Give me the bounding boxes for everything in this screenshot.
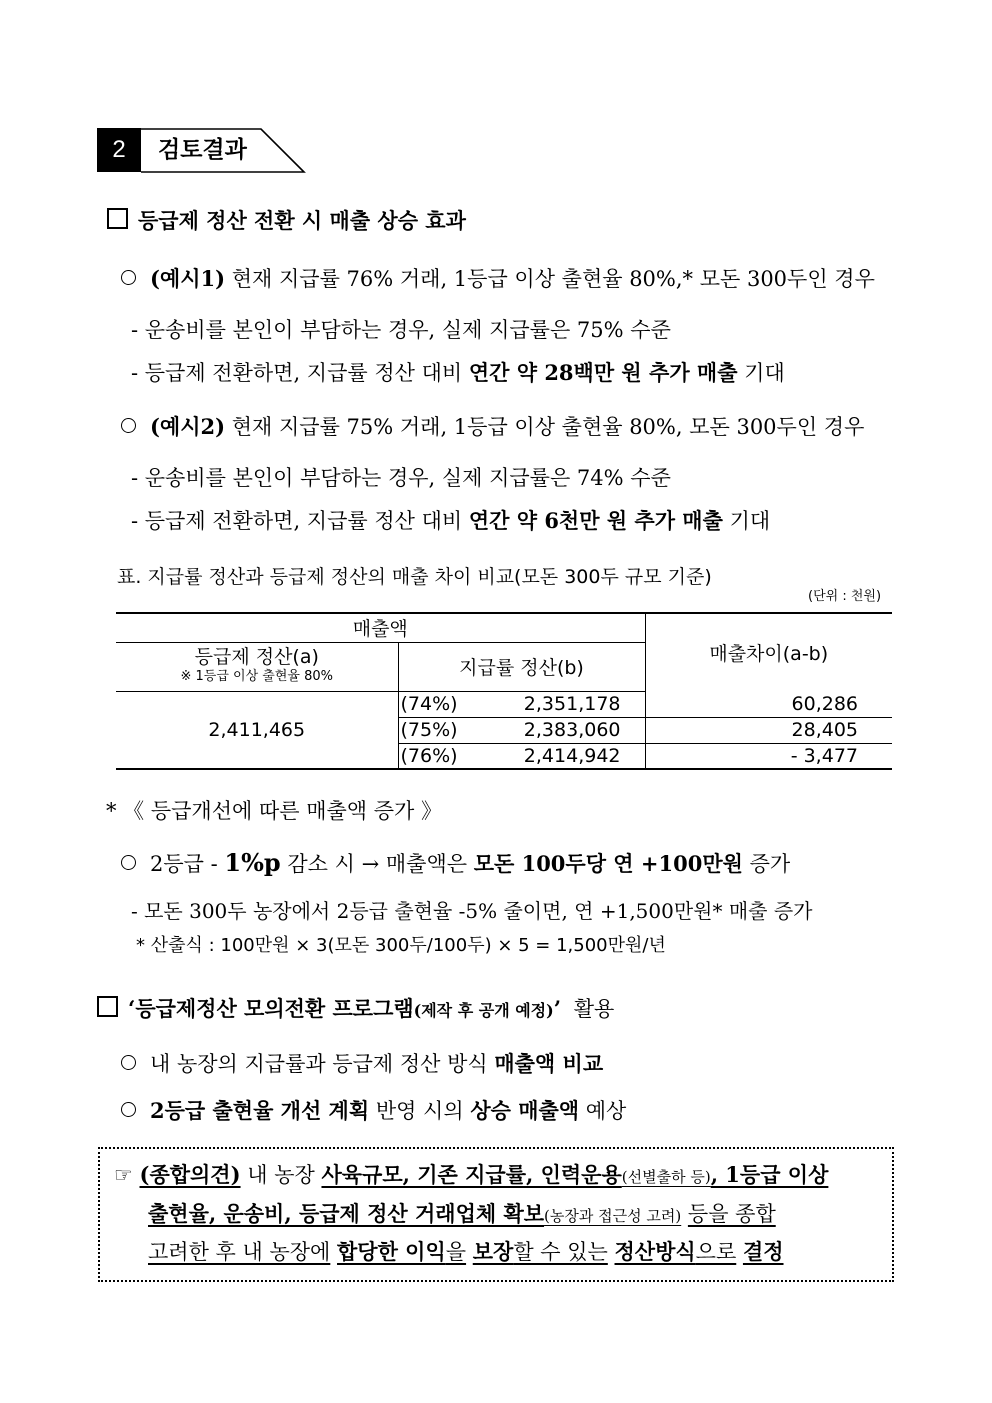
s2-bullet2-post: 예상 — [585, 1099, 627, 1123]
s2-bullet1 — [121, 1049, 603, 1079]
table-caption: 표. 지급률 정산과 등급제 정산의 매출 차이 비교(모돈 300두 규모 기준) — [117, 566, 712, 588]
section-number: 2 — [97, 128, 141, 172]
opinion-l3-text3: 할 수 있는 — [513, 1240, 608, 1264]
s2-quote-close: ’ — [553, 996, 562, 1021]
opinion-l3-text1: 고려한 후 내 농장에 — [148, 1240, 331, 1264]
grade-value-cell: 2,411,465 — [116, 691, 398, 769]
table-row-diff: 28,405 — [645, 717, 892, 743]
s2-heading-post: 활용 — [573, 997, 615, 1021]
example1-detail2 — [131, 358, 785, 388]
s2-bullet2-bold2: 상승 매출액 — [470, 1098, 580, 1123]
example1-label: (예시1) — [150, 266, 226, 291]
section-title: 검토결과 — [158, 137, 247, 163]
opinion-l1-bold2: , 1등급 이상 — [710, 1162, 829, 1187]
s2-bullet2-mid: 반영 시의 — [375, 1099, 464, 1123]
opinion-line2 — [148, 1199, 776, 1231]
table-row-value: 2,414,942 — [510, 743, 645, 769]
s2-bullet2 — [121, 1096, 626, 1126]
s2-bullet1-bold: 매출액 비교 — [494, 1051, 604, 1076]
opinion-l2-text: 등을 종합 — [687, 1202, 776, 1226]
sales-comparison-table — [116, 612, 892, 770]
header-diff: 매출차이(a-b) — [645, 613, 892, 691]
note-bullet-bold1: 1%p — [224, 848, 281, 877]
note-bullet-post: 증가 — [749, 852, 791, 876]
opinion-label: (종합의견) — [139, 1162, 241, 1187]
example2-detail1: - 운송비를 본인이 부담하는 경우, 실제 지급률은 74% 수준 — [131, 466, 671, 490]
s2-heading-small: (제작 후 공개 예정) — [413, 1001, 554, 1020]
opinion-l1-small: (선별출하 등) — [621, 1168, 711, 1186]
circle-bullet-icon — [121, 855, 136, 870]
circle-bullet-icon — [121, 418, 136, 433]
opinion-l2-small: (농장과 접근성 고려) — [544, 1207, 682, 1225]
opinion-l1-bold1: 사육규모, 기존 지급률, 인력운용 — [321, 1162, 622, 1187]
s2-bullet2-bold1: 2등급 출현율 개선 계획 — [150, 1098, 370, 1123]
table-row-pct: (75%) — [398, 717, 510, 743]
header-sales: 매출액 — [116, 613, 645, 642]
circle-bullet-icon — [121, 270, 136, 285]
example2-detail2 — [131, 506, 770, 536]
opinion-line3 — [148, 1237, 784, 1267]
s1-heading-text: 등급제 정산 전환 시 매출 상승 효과 — [138, 208, 466, 233]
note-bullet-bold2: 모돈 100두당 연 +100만원 — [473, 851, 743, 876]
table-row-diff: - 3,477 — [645, 743, 892, 769]
header-rate: 지급률 정산(b) — [398, 642, 645, 691]
square-bullet-icon — [107, 208, 128, 229]
pointing-hand-icon: ☞ — [114, 1163, 133, 1187]
opinion-l2-bold: 출현율, 운송비, 등급제 정산 거래업체 확보 — [148, 1201, 545, 1226]
opinion-l3-text2: 을 — [445, 1240, 467, 1264]
s2-bullet1-pre: 내 농장의 지급률과 등급제 정산 방식 — [150, 1052, 488, 1076]
example1-detail2-pre: - 등급제 전환하면, 지급률 정산 대비 — [131, 361, 463, 385]
square-bullet-icon — [97, 996, 118, 1017]
example1-detail2-bold: 연간 약 28백만 원 추가 매출 — [468, 360, 738, 385]
opinion-line1 — [114, 1160, 828, 1192]
example2-detail2-pre: - 등급제 전환하면, 지급률 정산 대비 — [131, 509, 463, 533]
s1-heading — [107, 206, 466, 236]
note-detail1: - 모돈 300두 농장에서 2등급 출현율 -5% 줄이면, 연 +1,500만원* 매출 증가 — [131, 899, 813, 923]
header-grade-label: 등급제 정산(a) — [194, 645, 319, 668]
opinion-l1-text: 내 농장 — [247, 1163, 315, 1187]
s2-quote-open: ‘ — [128, 996, 136, 1021]
opinion-l3-bold3: 정산방식 — [614, 1239, 696, 1264]
table-row-value: 2,383,060 — [510, 717, 645, 743]
table-row-pct: (74%) — [398, 691, 510, 717]
example1-text: 현재 지급률 76% 거래, 1등급 이상 출현율 80%,* 모돈 300두인 경우 — [231, 267, 875, 291]
table-unit: (단위 : 천원) — [808, 589, 882, 604]
opinion-l3-text4: 으로 — [695, 1240, 737, 1264]
note-title: * 《 등급개선에 따른 매출액 증가 》 — [106, 799, 442, 823]
header-grade — [116, 642, 398, 691]
note-bullet-pre: 2등급 - — [150, 852, 218, 876]
table-row-value: 2,351,178 — [510, 691, 645, 717]
example2-label: (예시2) — [150, 414, 226, 439]
opinion-l3-bold2: 보장 — [472, 1239, 514, 1264]
example1-line — [121, 264, 875, 294]
example2-text: 현재 지급률 75% 거래, 1등급 이상 출현율 80%, 모돈 300두인 경우 — [231, 415, 865, 439]
note-detail2: * 산출식 : 100만원 × 3(모돈 300두/100두) × 5 = 1,500만원/년 — [136, 935, 666, 956]
header-grade-note: ※ 1등급 이상 출현율 80% — [180, 668, 333, 684]
note-bullet — [121, 848, 790, 879]
note-bullet-mid: 감소 시 → 매출액은 — [287, 852, 468, 876]
s2-heading — [97, 994, 614, 1026]
s2-heading-bold: 등급제정산 모의전환 프로그램 — [135, 996, 414, 1021]
opinion-l3-bold1: 합당한 이익 — [337, 1239, 446, 1264]
circle-bullet-icon — [121, 1055, 136, 1070]
example2-line — [121, 412, 864, 442]
table-row-diff: 60,286 — [645, 691, 892, 717]
table-row-pct: (76%) — [398, 743, 510, 769]
example1-detail1: - 운송비를 본인이 부담하는 경우, 실제 지급률은 75% 수준 — [131, 318, 671, 342]
example1-detail2-post: 기대 — [744, 361, 785, 385]
circle-bullet-icon — [121, 1102, 136, 1117]
example2-detail2-post: 기대 — [729, 509, 771, 533]
opinion-l3-bold4: 결정 — [742, 1239, 784, 1264]
example2-detail2-bold: 연간 약 6천만 원 추가 매출 — [468, 508, 723, 533]
